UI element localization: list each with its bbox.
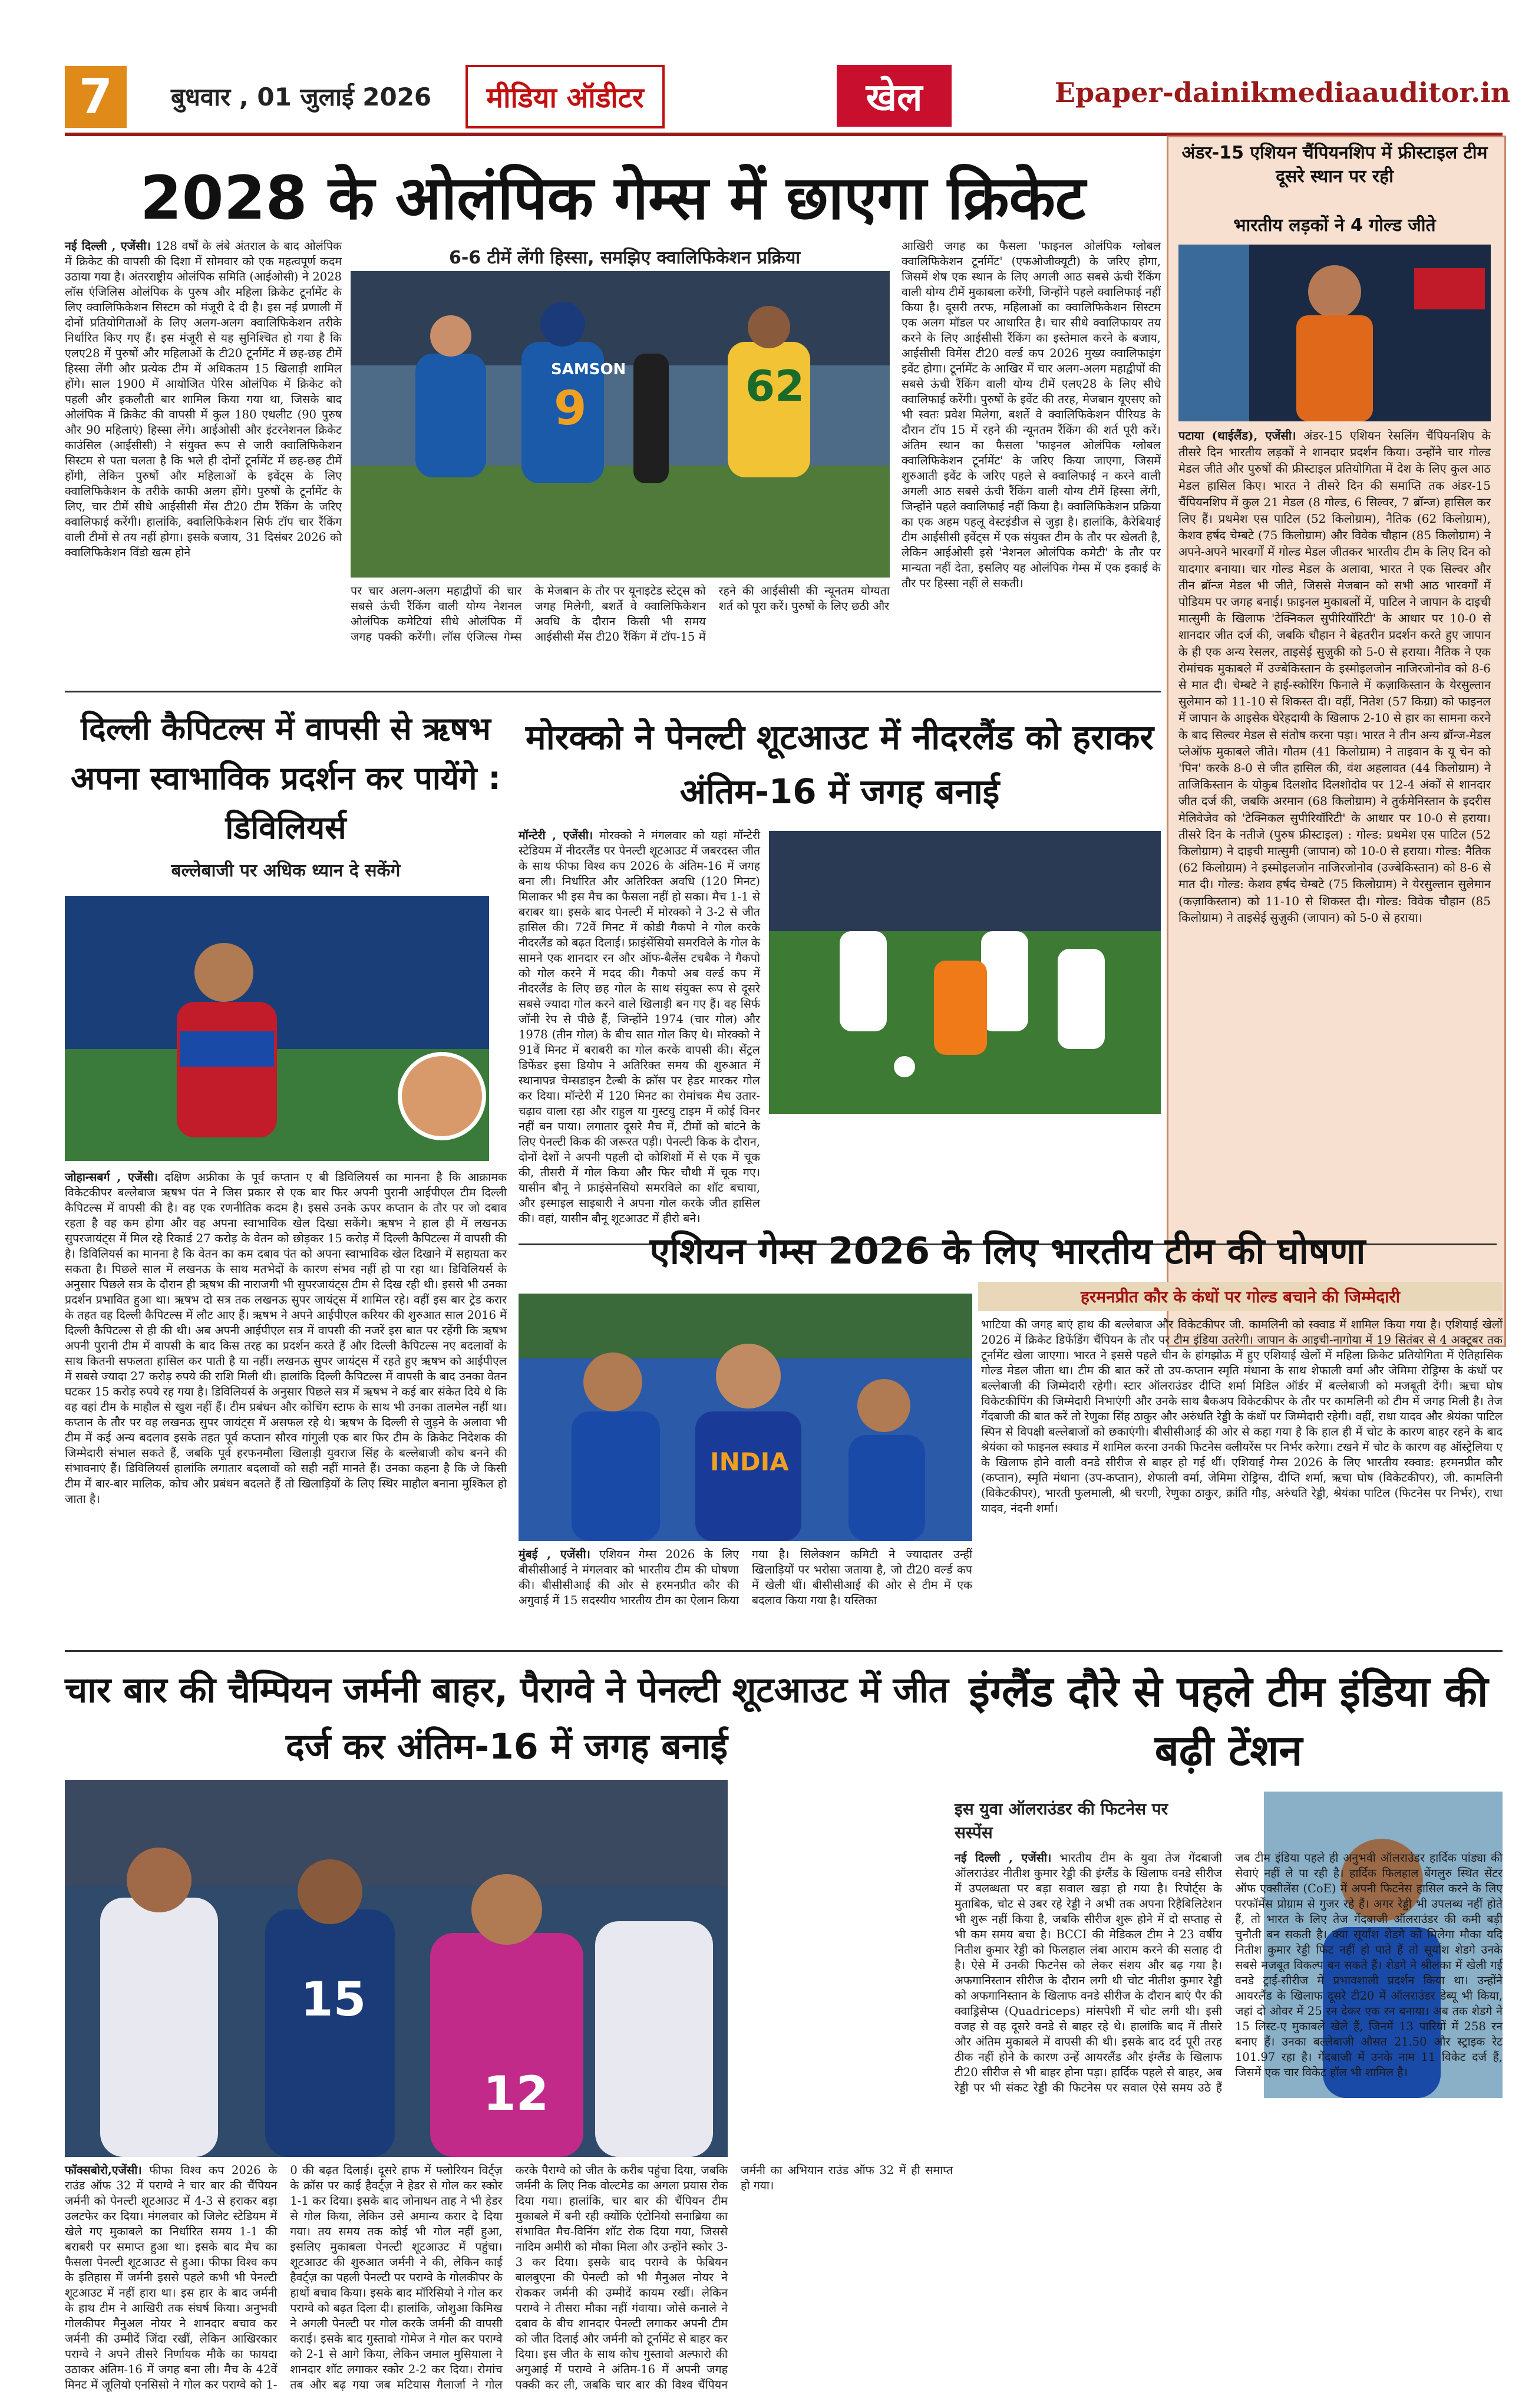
svg-text:12: 12 — [483, 2066, 549, 2121]
morocco-headline: मोरक्को ने पेनल्टी शूटआउट में नीदरलैंड को हराकर अंतिम-16 में जगह बनाई — [526, 717, 1154, 812]
asian-games-subhead: हरमनप्रीत कौर के कंधों पर गोल्ड बचाने की जिम्मेदारी — [978, 1282, 1503, 1311]
england-headline: इंग्लैंड दौरे से पहले टीम इंडिया की बढ़ी टेंशन — [969, 1667, 1488, 1775]
pant-headline: दिल्ली कैपिटल्स में वापसी से ऋषभ अपना स्वाभाविक प्रदर्शन कर पायेंगे : डिविलियर्स — [71, 710, 501, 846]
divider — [65, 691, 1161, 692]
svg-text:15: 15 — [301, 1972, 367, 2027]
england-body: नई दिल्ली , एजेंसी। भारतीय टीम के युवा तेज गेंदबाजी ऑलराउंडर नीतीश कुमार रेड्डी की इंग्लैंड के खिलाफ वनडे सीरीज में उपलब्धता पर बड़ा सवाल खड़ा हो गया है। रिपोर्ट्स के मुताबिक, चोट से उबर रहे रेड्डी ने अभी तक अपना रिहैबिलिटेशन भी शुरू नहीं किया है, जबकि सीरीज शुरू होने में दो सप्ताह से भी कम समय बचा है। BCCI की मेडिकल टीम ने 23 वर्षीय नितीश कुमार रेड्डी को फिलहाल लंबा आराम करने की सलाह दी है। ऐसे में उनकी फिटनेस को लेकर संशय और बढ़ गया है। अफगानिस्तान सीरीज के दौरान लगी थी चोट नीतीश कुमार रेड्डी को अफगानिस्तान के खिलाफ वनडे सीरीज के दौरान बाएं पैर की क्वाड्रिसेप्स (Quadriceps) मांसपेशी में चोट लगी थी। इसी वजह से वह दूसरे वनडे से बाहर रहे थे। हालांकि बाद में तीसरे और अंतिम मुकाबले में वापसी की थी। इसके बाद दर्द पूरी तरह ठीक नहीं होने के कारण उन्हें आयरलैंड और इंग्लैंड के खिलाफ टी20 सीरीज से भी बाहर होना पड़ा। हार्दिक पहले से बाहर, अब रेड्डी पर भी संकट रेड्डी की फिटनेस पर सवाल ऐसे समय उठे हैं जब टीम इंडिया पहले ही अनुभवी ऑलराउंडर हार्दिक पांड्या की सेवाएं नहीं ले पा रही है। हार्दिक फिलहाल बेंगलुरु स्थित सेंटर ऑफ एक्सीलेंस (CoE) में अपनी फिटनेस हासिल करने के लिए परफॉर्मेंस प्रोग्राम से गुजर रहे हैं। अगर रेड्डी भी उपलब्ध नहीं होते हैं, तो भारत के लिए तेज गेंदबाजी ऑलराउंडर की कमी बड़ी चुनौती बन सकती है। क्या सूर्यांश शेडगे को मिलेगा मौका यदि नितीश कुमार रेड्डी फिट नहीं हो पाते हैं तो सूर्यांश शेडगे उनके सबसे मजबूत विकल्प बन सकते हैं। शेडगे ने श्रीलंका में खेली गई वनडे ट्राई-सीरीज में प्रभावशाली प्रदर्शन किया था। उन्होंने आयरलैंड के खिलाफ दूसरे टी20 में ऑलराउंडर डेब्यू भी किया, जहां दो ओवर में 25 रन देकर एक रन बनाया। अब तक शेडगे ने 15 लिस्ट-ए मुकाबले खेले हैं, जिनमें 13 पारियों में 258 रन बनाए हैं। उनका बल्लेबाजी औसत 21.50 और स्ट्राइक रेट 101.97 रहा है। गेंदबाजी में उनके नाम 11 विकेट दर्ज हैं, जिसमें एक चार विकेट हॉल भी शामिल है। — [955, 1851, 1503, 2094]
wrestling-subhead: भारतीय लड़कों ने 4 गोल्ड जीते — [1233, 215, 1436, 236]
olympic-body-under-photo: पर चार अलग-अलग महाद्वीपों की चार सबसे ऊंची रैंकिंग वाली योग्य नेशनल ओलंपिक कमेटियां सीधे ओलंपिक में जगह पक्की करेंगी। लॉस एंजिल्स गेम्स के मेजबान के तौर पर यूनाइटेड स्टेट्स को जगह मिलेगी, बशर्ते वे क्वालिफिकेशन अवधि के दौरान किसी भी समय आईसीसी मेंस टी20 रैंकिंग में टॉप-15 में रहने की आईसीसी की न्यूनतम योग्यता शर्त को पूरा करें। पुरुषों के लिए छठी और — [351, 584, 890, 644]
epaper-link[interactable]: Epaper-dainikmediaauditor.in — [1055, 77, 1511, 108]
women-team-photo — [519, 1294, 972, 1541]
asian-games-body-left: मुंबई , एजेंसी। एशियन गेम्स 2026 के लिए बीसीसीआई ने मंगलवार को भारतीय टीम की घोषणा की। बीसीसीआई की ओर से हरमनप्रीत कौर की अगुवाई में 15 सदस्यीय भारतीय टीम का ऐलान किया गया है। सिलेक्शन कमिटी ने ज्यादातर उन्हीं खिलाड़ियों पर भरोसा जताया है, जो टी20 वर्ल्ड कप में खेली थीं। बीसीसीआई की ओर से टीम में एक बदलाव किया गया है। यस्तिका — [519, 1548, 972, 1607]
svg-text:INDIA: INDIA — [710, 1447, 789, 1476]
olympic-body-right: आखिरी जगह का फैसला 'फाइनल ओलंपिक ग्लोबल क्वालिफिकेशन टूर्नामेंट' (एफओजीक्यूटी) के जरिए होगा, जिसमें शेष एक स्थान के लिए अगली आठ सबसे ऊंची रैंकिंग वाली योग्य टीमें मुकाबला करेंगी, जिन्होंने पहले क्वालिफाई नहीं किया है। दूसरी तरफ, महिलाओं का क्वालिफिकेशन सिस्टम एक अलग मॉडल पर आधारित है। चार सीधे क्वालिफायर तय करने के लिए आईसीसी रैंकिंग का इस्तेमाल करने के बजाय, आईसीसी विमेंस टी20 वर्ल्ड कप 2026 मुख्य क्वालिफाइंग इवेंट होगा। टूर्नामेंट के आखिर में चार अलग-अलग महाद्वीपों की सबसे ऊंची रैंकिंग वाली योग्य टीमें एलए28 के लिए सीधे क्वालिफाई करेंगी। पुरुषों के इवेंट की तरह, मेजबान यूएसए को भी स्वतः प्रवेश मिलेगा, बशर्ते वे क्वालिफिकेशन पीरियड के दौरान टॉप 15 में रहने की न्यूनतम रैंकिंग की शर्त पूरी करें। अंतिम स्थान का फैसला 'फाइनल ओलंपिक ग्लोबल क्वालिफिकेशन टूर्नामेंट' के जरिए किया जाएगा, जिसमें शुरुआती इवेंट के जरिए पहले से क्वालिफाई न करने वाली अगली आठ सबसे ऊंची रैंकिंग वाली योग्य टीमें हिस्सा लेंगी, जिन्होंने पहले क्वालिफाई नहीं किया है। क्वालिफिकेशन प्रक्रिया का एक अहम पहलू वेस्टइंडीज से जुड़ा है। हालांकि, कैरेबियाई टीम आईसीसी इवेंट्स में एक संयुक्त टीम के तौर पर खेलती है, लेकिन आईओसी इसे 'नेशनल ओलंपिक कमेटी' के तौर पर मान्यता नहीं देता, इसलिए यह ओलंपिक गेम्स में एक इकाई के तौर पर हिस्सा नहीं ले सकती। — [902, 239, 1161, 590]
wrestling-headline: अंडर-15 एशियन चैंपियनशिप में फ्रीस्टाइल टीम दूसरे स्थान पर रही — [1181, 143, 1488, 187]
brand-logo: मीडिया ऑडीटर — [465, 65, 665, 128]
morocco-body: मॉन्टेरी , एजेंसी। मोरक्को ने मंगलवार को यहां मॉन्टेरी स्टेडियम में नीदरलैंड पर पेनल्टी शूटआउट में जबरदस्त जीत के साथ फीफा विश्व कप 2026 के अंतिम-16 में जगह बना ली। निर्धारित और अतिरिक्त अवधि (120 मिनट) मिलाकर भी इस मैच का फैसला नहीं हो सका। मैच 1-1 से बराबर था। इसके बाद पेनल्टी में मोरक्को ने 3-2 से जीत हासिल की। 72वें मिनट में कोडी गैकपो ने गोल करके नीदरलैंड को बढ़त दिलाई। फ्राइंसेंसियो समरविले के गोल के सामने एक शानदार रन और ऑफ-बैलेंस टचबैक ने गैकपो को गोल करने में मदद की। गैकपो अब वर्ल्ड कप में नीदरलैंड के लिए छह गोल के साथ संयुक्त रूप से दूसरे सबसे ज्यादा गोल करने वाले खिलाड़ी बन गए हैं। वह सिर्फ जॉनी रेप से पीछे हैं, जिन्होंने 1974 (चार गोल) और 1978 (तीन गोल) के बीच सात गोल किए थे। मोरक्को ने 91वें मिनट में बराबरी का गोल करके वापसी की। सेंट्रल डिफेंडर इसा डियोप ने अतिरिक्त समय की शुरुआत में स्थानापन्न चेम्सडाइन टैल्बी के क्रॉस पर हेडर मारकर गोल कर दिया। मॉन्टेरी में 120 मिनट का रोमांचक मैच उतार-चढ़ाव वाला रहा और राहुल या गुस्टवु टाइम में कोई विनर नहीं बन पाया। लगातार दूसरे मैच में, टीमों को बांटने के लिए पेनल्टी किक की जरूरत पड़ी। पेनल्टी किक के दौरान, दोनों देशों ने अपनी पहली दो कोशिशों में से एक में चूक की, तीसरी में गोल किया और फिर चौथी में चूक गए। यासीन बौनू ने फ्राइंसेनसियो समरविले का शॉट बचाया, और इस्माइल साइबारी ने अपना गोल करके जीत हासिल की। वहां, यासीन बौनू शूटआउट में हीरो बने। — [519, 829, 760, 1225]
page-number: 7 — [65, 66, 127, 128]
wrestler-photo — [1178, 245, 1491, 421]
paraguay-photo — [65, 1780, 728, 2157]
pant-body: जोहान्सबर्ग , एजेंसी। दक्षिण अफ्रीका के पूर्व कप्तान ए बी डिविलियर्स का मानना है कि आक्रामक विकेटकीपर बल्लेबाज ऋषभ पंत ने जिस प्रकार से एक बार फिर अपनी पुरानी आईपीएल टीम दिल्ली कैपिटल्स में वापसी की है। वह एक रणनीतिक कदम है। इससे उनके ऊपर कप्तान के तौर पर जो दबाव रहता है वह कम होगा और वह अपना स्वाभाविक खेल दिखा सकेंगे। ऋषभ ने हाल ही में लखनऊ सुपरजायंट्स में मिल रहे रिकार्ड 27 करोड़ के वेतन को छोड़कर 15 करोड़ में दिल्ली कैपिटल्स में वापसी की है। डिविलियर्स का मानना है कि वेतन का कम दबाव पंत को अपना स्वाभाविक खेल दिखाने में सहायता कर सकता है। पिछले साल में लखनऊ के साथ मतभेदों के कारण संभव नहीं हो पा रहा था। डिविलियर्स के अनुसार पिछले सत्र के दौरान ही ऋषभ की नाराजगी भी सुपरजायंट्स टीम से दिख रही थी। इससे भी उनका प्रदर्शन प्रभावित हुआ था। ऋषभ दो सत्र तक लखनऊ सुपर जायंट्स में शामिल रहे। वहीं इस बार ट्रेड करार के तहत वह दिल्ली कैपिटल्स में लौट आए हैं। ऋषभ ने अपने आईपीएल करियर की शुरुआत साल 2016 में दिल्ली कैपिटल्स से ही की थी। अब अपनी आईपीएल सत्र में वापसी की नजरें इस बात पर रहेंगी कि ऋषभ अपनी पुरानी टीम में वापसी के बाद किस तरह का प्रदर्शन करते हैं और दिल्ली कैपिटल्स नए बदलावों के साथ कितनी सफलता हासिल कर पाती है या नहीं। लखनऊ सुपर जायंट्स में रहते हुए ऋषभ को आईपीएल में सबसे ज्यादा 27 करोड़ रुपये की राशि मिली थी। हालांकि दिल्ली कैपिटल्स में वापसी के बाद उनका वेतन घटकर 15 करोड़ रुपये रह गया है। डिविलियर्स के अनुसार पिछले सत्र में ऋषभ ने कई बार संकेत दिये थे कि वह वहां टीम के माहौल से खुश नहीं हैं। टीम प्रबंधन और कोचिंग स्टाफ के साथ भी उनका तालमेल नहीं था। कप्तान के तौर पर वह लखनऊ सुपर जायंट्स में असफल रहे थे। ऋषभ के दिल्ली से जुड़ने के अलावा भी टीम में कई अन्य बदलाव इसके तहत पूर्व कप्तान सौरव गांगुली एक बार फिर टीम के क्रिकेट निदेशक की जिम्मेदारी संभाल सकते हैं, जबकि पूर्व हरफनमौला खिलाड़ी युवराज सिंह के बल्लेबाजी कोच बनने की संभावनाएं हैं। डिविलियर्स हालांकि लगातार बदलावों को सही नहीं मानते हैं। उनका कहना है कि जे किसी टीम में बार-बार मालिक, कोच और प्रबंधन बदलते हैं तो खिलाड़ियों के लिए स्थिर माहौल बनाना मुश्किल हो जाता है। — [65, 1170, 507, 1506]
svg-text:9: 9 — [554, 381, 587, 436]
issue-date: बुधवार , 01 जुलाई 2026 — [171, 83, 432, 111]
olympic-body-left — [65, 239, 342, 687]
asian-games-headline: एशियन गेम्स 2026 के लिए भारतीय टीम की घोषणा — [649, 1229, 1366, 1272]
germany-body-a: फॉक्सबोरो,एजेंसी। फीफा विश्व कप 2026 के राउंड ऑफ 32 में पराग्वे ने चार बार की चैंपियन जर्मनी को पेनल्टी शूटआउट में 4-3 से हराकर बड़ा उलटफेर कर दिया। मंगलवार को जिलेट स्टेडियम में खेले गए मुकाबले का निर्धारित समय 1-1 की बराबरी पर समाप्त हुआ था। इसके बाद मैच का फैसला पेनल्टी शूटआउट से हुआ। फीफा विश्व कप के इतिहास में जर्मनी इससे पहले कभी भी पेनल्टी शूटआउट में नहीं हारा था। इस हार के बाद जर्मनी के हाथ टीम ने आखिरी तक संघर्ष किया। अनुभवी गोलकीपर मैनुअल नोयर ने शानदार बचाव कर जर्मनी की उम्मीदें जिंदा रखीं, लेकिन आखिरकार पराग्वे ने अपने तीसरे निर्णायक मौके का फायदा उठाकर अंतिम-16 में जगह बना ली। मैच के 42वें मिनट में जूलियो एनसिसो ने गोल कर पराग्वे को 1-0 की बढ़त दिलाई। दूसरे हाफ में फ्लोरियन विर्ट्ज़ के क्रॉस पर काई हैवर्ट्ज़ ने हेडर से गोल कर स्कोर 1-1 कर दिया। इसके बाद जोनाथन ताह ने भी हेडर से गोल किया, लेकिन उसे अमान्य करार दे दिया गया। तय समय तक कोई भी गोल नहीं हुआ, इसलिए मुकाबला पेनल्टी शूटआउट में पहुंचा। शूटआउट की शुरुआत जर्मनी ने की, लेकिन काई हैवर्ट्ज़ का पहली पेनल्टी पर पराग्वे के गोलकीपर के हाथों बचाव किया। इसके बाद मॉरिसियो ने गोल कर पराग्वे को बढ़त दिला दी। हालांकि, जोशुआ किमिख ने अगली पेनल्टी पर गोल करके जर्मनी की वापसी कराई। इसके बाद गुस्तावो गोमेज ने गोल कर पराग्वे को 2-1 से आगे किया, लेकिन जमाल मुसियाला ने शानदार शॉट लगाकर स्कोर 2-2 कर दिया। रोमांच तब और बढ़ गया जब मटियास गैलार्जा ने गोल करके पैराग्वे को जीत के करीब पहुंचा दिया, जबकि जर्मनी के लिए निक वोल्टमेड का अगला प्रयास रोक दिया गया। हालांकि, चार बार की चैंपियन टीम मुकाबले में बनी रही क्योंकि एंटोनियो सनाब्रिया का संभावित मैच-विनिंग शॉट रोक दिया गया, जिससे नादिम अमीरी को मौका मिला और उन्होंने स्कोर 3-3 कर दिया। इसके बाद पराग्वे के फेबियन बालबुएना की पेनल्टी को भी मैनुअल नोयर ने रोककर जर्मनी की उम्मीदें कायम रखीं। लेकिन पराग्वे ने तीसरा मौका नहीं गंवाया। जोसे कनाले ने दबाव के बीच शानदार पेनल्टी लगाकर अपनी टीम को जीत दिलाई और जर्मनी को टूर्नामेंट से बाहर कर दिया। इस जीत के साथ कोच गुस्तावो अल्फारो की अगुआई में पराग्वे ने अंतिम-16 में अपनी जगह पक्की कर ली, जबकि चार बार की विश्व चैंपियन जर्मनी का अभियान राउंड ऑफ 32 में ही समाप्त हो गया। — [65, 2163, 953, 2391]
pant-subhead: बल्लेबाजी पर अधिक ध्यान दे सकेंगे — [171, 860, 401, 881]
section-label: खेल — [837, 65, 952, 127]
dateline: नई दिल्ली , एजेंसी। — [65, 239, 151, 253]
svg-text:62: 62 — [745, 361, 805, 411]
cricket-photo — [351, 271, 890, 578]
wrestling-body: पटाया (थाईलैंड), एजेंसी। अंडर-15 एशियन रेसलिंग चैंपियनशिप के तीसरे दिन भारतीय लड़कों ने शानदार प्रदर्शन किया। उन्होंने चार गोल्ड मेडल जीते और पुरुषों की फ्रीस्टाइल प्रतियोगिता में देश के लिए कुल आठ मेडल हासिल किए। भारत ने तीसरे दिन की समाप्ति तक अंडर-15 चैंपियनशिप में कुल 21 मेडल (8 गोल्ड, 6 सिल्वर, 7 ब्रॉन्ज) हासिल कर लिए हैं। प्रथमेश एस पाटिल (52 किलोग्राम), नैतिक (62 किलोग्राम), केशव हर्षद चेम्बटे (75 किलोग्राम) और विवेक चौहान (85 किलोग्राम) ने अपने-अपने भारवर्गों में गोल्ड मेडल जीतकर भारतीय टीम के लिए दिन को यादगार बनाया। चार गोल्ड मेडल के अलावा, भारत ने एक सिल्वर और तीन ब्रॉन्ज मेडल भी जीते, जिससे मेजबान को सभी आठ भारवर्गों में पोडियम पर जगह बनाई। फ़ाइनल मुकाबलों में, पाटिल ने जापान के दाइची मात्सुमी के खिलाफ 'टेक्निकल सुपीरियॉरिटी' के आधार पर 10-0 से शानदार जीत दर्ज की, जबकि चौहान ने बेहतरीन प्रदर्शन करते हुए जापान के ही एक अन्य रेसलर, ताइसेई सुज़ुकी को 5-0 से हराया। नैतिक ने एक रोमांचक मुकाबले में उज्बेकिस्तान के इस्मोइलजोन नाजिरजोनोव को 8-6 से मात दी। चेम्बटे ने हाई-स्कोरिंग फिनाले में कज़ाकिस्तान के येरसुल्तान सुलेमान को 11-10 से शिकस्त दी। वहीं, नितेश (57 किग्रा) को फाइनल में जापान के आइसेक घेरेहदायी के खिलाफ 2-10 से हार का सामना करने के बाद सिल्वर मेडल से संतोष करना पड़ा। भारत ने तीन अन्य ब्रॉन्ज-मेडल प्लेऑफ मुकाबले जीते। गौतम (41 किलोग्राम) ने ताइवान के यू चेन को 'पिन' करके 8-0 से जीत हासिल की, वंश अहलावत (44 किलोग्राम) ने ताजिकिस्तान के योकुब दिलशोद दिलशोदोव पर 12-4 अंकों से शानदार जीत दर्ज की, जबकि अरमान (68 किलोग्राम) ने तुर्कमेनिस्तान के इदरीस मेलिवेजेव को 'टेक्निकल सुपीरियॉरिटी' के आधार पर 10-0 से हराया। तीसरे दिन के नतीजे (पुरुष फ्रीस्टाइल) : गोल्ड: प्रथमेश एस पाटिल (52 किलोग्राम) ने दाइची मात्सुमी (जापान) को 10-0 से हराया। गोल्ड: नैतिक (62 किलोग्राम) ने इस्मोइलजोन नाजिरजोनोव (उज्बेकिस्तान) को 8-6 से मात दी। गोल्ड: केशव हर्षद चेम्बटे (75 किलोग्राम) ने येरसुल्तान सुलेमान (कज़ाकिस्तान) को 11-10 से शिकस्त दी। गोल्ड: विवेक चौहान (85 किलोग्राम) ने ताइसेई सुज़ुकी (जापान) को 5-0 से हराया। — [1178, 428, 1491, 925]
article-text: 128 वर्षों के लंबे अंतराल के बाद ओलंपिक में क्रिकेट की वापसी की दिशा में सोमवार को एक महत्वपूर्ण कदम उठाया गया है। अंतरराष्ट्रीय ओलंपिक समिति (आईओसी) ने 2028 लॉस एंजिलिस ओलंपिक के पुरुष और महिला क्रिकेट टूर्नामेंट के लिए क्वालिफिकेशन सिस्टम को मंजूरी दे दी है। इस नई प्रणाली में दोनों प्रतियोगिताओं के लिए अलग-अलग क्वालिफिकेशन तरीके निर्धारित किए गए हैं। इस मंजूरी से यह सुनिश्चित हो गया है कि एलए28 में पुरुषों और महिलाओं के टी20 टूर्नामेंट में छह-छह टीमें हिस्सा लेंगी और प्रत्येक टीम में अधिकतम 15 खिलाड़ी शामिल होंगे। साल 1900 में आयोजित पेरिस ओलंपिक में क्रिकेट को पहली और इकलौती बार शामिल किया गया था, जिसके बाद ओलंपिक में क्रिकेट की वापसी में कुल 180 एथलीट (90 पुरुष और 90 महिलाएं) हिस्सा लेंगे। आईओसी और इंटरनेशनल क्रिकेट काउंसिल (आईसीसी) ने संयुक्त रूप से जारी क्वालिफिकेशन सिस्टम से पता चलता है कि भले ही दोनों टूर्नामेंट में छह-छह टीमें होंगी, लेकिन पुरुषों और महिलाओं के इवेंट्स के लिए क्वालिफिकेशन के तरीके काफी अलग होंगे। पुरुषों के टूर्नामेंट के लिए, चार टीमें सीधे आईसीसी मेंस टी20 टीम रैंकिंग के जरिए क्वालिफाई करेंगी। हालांकि, क्वालिफिकेशन सिर्फ टॉप चार रैंकिंग वाली टीमों से तय नहीं होगा। इसके बजाय, 31 दिसंबर 2026 को क्वालिफिकेशन विंडो खत्म होने — [65, 239, 342, 559]
england-subhead: इस युवा ऑलराउंडर की फिटनेस पर सस्पेंस — [955, 1799, 1168, 1842]
asian-games-body-right: भाटिया की जगह बाएं हाथ की बल्लेबाज और विकेटकीपर जी. कामलिनी को स्क्वाड में शामिल किया गया है। एशियाई खेलों 2026 में क्रिकेट डिफेंडिंग चैंपियन के तौर पर टीम इंडिया उतरेगी। जापान के आइची-नागोया में 19 सितंबर से 4 अक्टूबर तक टूर्नामेंट खेला जाएगा। भारत ने इससे पहले चीन के हांगझोऊ में हुए एशियाई खेलों में महिला क्रिकेट प्रतियोगिता में ऐतिहासिक गोल्ड मेडल जीता था। टीम की बात करें तो उप-कप्तान स्मृति मंधाना के साथ शेफाली वर्मा और जेमिमा रोड्रिग्स के कंधों पर बल्लेबाजी की जिम्मेदारी रहेगी। स्टार ऑलराउंडर दीप्ति शर्मा मिडिल ऑर्डर में बल्लेबाजी को मजबूती देंगी। ऋचा घोष विकेटकीपिंग की जिम्मेदारी निभाएंगी और उनके साथ बैकअप विकेटकीपर के तौर पर कामलिनी को टीम में जगह मिली है। तेज गेंदबाजी की बात करें तो रेणुका सिंह ठाकुर और अरुंधति रेड्डी के कंधों पर जिम्मेदारी रहेगी। वहीं, राधा यादव और श्रेयंका पाटिल स्पिन से विपक्षी बल्लेबाजों को छकाएंगी। बीसीसीआई की ओर से कहा गया है कि हाल ही में चोट के कारण बाहर रहने के बाद श्रेयंका को फाइनल स्क्वाड में शामिल करना उनकी फिटनेस क्लीयरेंस पर निर्भर करेगा। टखने में चोट के कारण वह ऑस्ट्रेलिया ए के खिलाफ होने वाली वनडे सीरीज से बाहर हो गई थीं। एशियाई गेम्स 2026 के लिए भारतीय स्क्वाड: हरमनप्रीत कौर (कप्तान), स्मृति मंधाना (उप-कप्तान), शेफाली वर्मा, जेमिमा रोड्रिग्स, दीप्ति शर्मा, ऋचा घोष (विकेटकीपर), जी. कामलिनी (विकेटकीपर), भारती फुलमाली, श्री चरणी, रेणुका ठाकुर, क्रांति गौड़, अरुंधति रेड्डी, श्रेयंका पाटिल (फिटनेस पर निर्भर), राधा यादव, नंदनी शर्मा। — [981, 1318, 1503, 1515]
divider — [65, 1650, 1503, 1652]
morocco-photo — [769, 831, 1161, 1114]
olympic-subhead: 6-6 टीमें लेंगी हिस्सा, समझिए क्वालिफिकेशन प्रक्रिया — [448, 248, 801, 268]
pant-photo — [65, 896, 489, 1161]
olympic-headline: 2028 के ओलंपिक गेम्स में छाएगा क्रिकेट — [140, 163, 1086, 233]
germany-headline: चार बार की चैम्पियन जर्मनी बाहर, पैराग्वे ने पेनल्टी शूटआउट में जीत दर्ज कर अंतिम-16 में जगह बनाई — [65, 1670, 949, 1767]
jersey-name: SAMSON — [551, 361, 626, 378]
